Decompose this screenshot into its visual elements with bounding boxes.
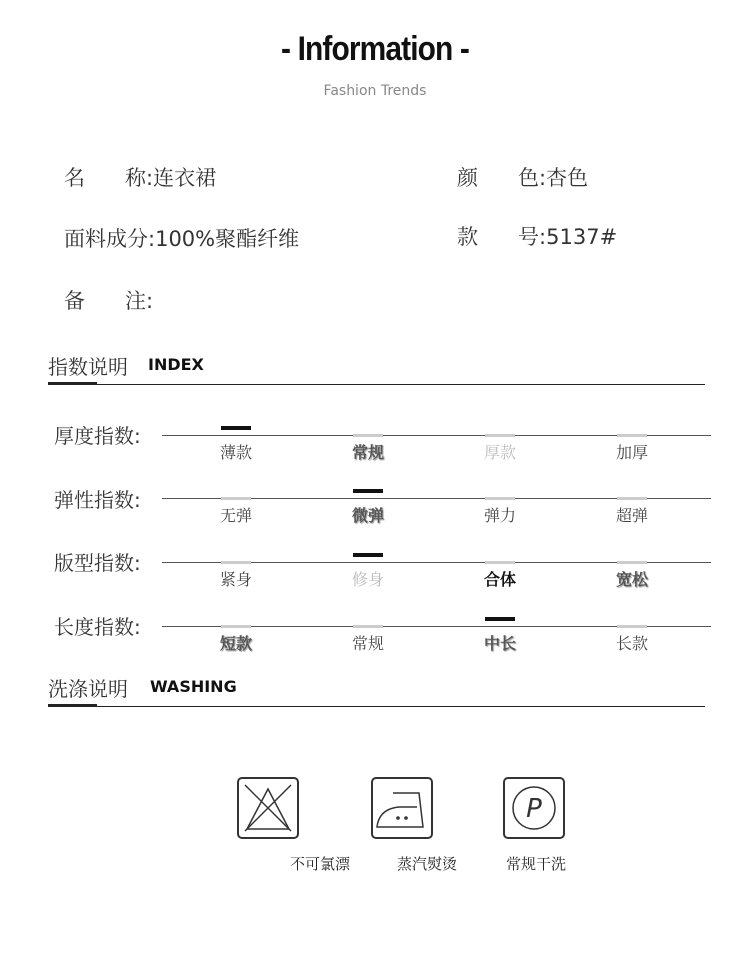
index-tick <box>221 561 251 564</box>
index-option: 加厚 <box>615 443 648 462</box>
index-option: 微弹 <box>351 506 384 525</box>
index-selected-marker <box>353 489 383 493</box>
info-fabric-key: 面料成分: <box>64 227 156 251</box>
washing-title-en: WASHING <box>150 677 237 696</box>
info-fabric <box>64 223 299 253</box>
index-option: 常规 <box>351 443 384 462</box>
index-row-label: 版型指数: <box>54 551 141 575</box>
index-option: 紧身 <box>219 570 252 589</box>
index-option: 超弹 <box>615 506 648 525</box>
info-style-value: 5137# <box>546 225 618 249</box>
index-tick <box>221 625 251 628</box>
index-selected-marker <box>485 617 515 621</box>
no-bleach-icon <box>237 777 299 839</box>
index-tick <box>617 561 647 564</box>
info-name <box>64 162 216 192</box>
index-tick <box>353 434 383 437</box>
index-option: 中长 <box>483 634 516 653</box>
index-row-label: 长度指数: <box>54 615 141 639</box>
info-remark <box>64 285 153 315</box>
index-option: 无弹 <box>219 506 252 525</box>
page-subtitle: Fashion Trends <box>323 83 427 99</box>
info-fabric-value: 100%聚酯纤维 <box>155 227 300 251</box>
index-tick <box>485 561 515 564</box>
index-tick <box>485 434 515 437</box>
info-name-value: 连衣裙 <box>153 166 217 190</box>
info-name-key: 名 称: <box>64 166 154 190</box>
index-tick <box>221 497 251 500</box>
page-title: - Information - <box>281 30 469 68</box>
index-option: 常规 <box>351 634 384 653</box>
index-title-cn: 指数说明 <box>48 355 128 379</box>
steam-iron-icon <box>371 777 433 839</box>
index-option: 弹力 <box>483 506 516 525</box>
index-option: 合体 <box>483 570 516 589</box>
index-option: 厚款 <box>483 443 516 462</box>
index-option: 宽松 <box>615 570 648 589</box>
index-tick <box>617 625 647 628</box>
index-tick <box>617 497 647 500</box>
index-selected-marker <box>221 426 251 430</box>
index-divider <box>48 384 705 385</box>
index-row-label: 厚度指数: <box>54 424 141 448</box>
info-remark-key: 备 注: <box>64 289 154 313</box>
index-option: 长款 <box>615 634 648 653</box>
index-title-en: INDEX <box>148 355 204 374</box>
dry-clean-p-icon <box>503 777 565 839</box>
index-option: 修身 <box>351 570 384 589</box>
info-style <box>457 221 617 251</box>
index-tick <box>353 625 383 628</box>
wash-label-steam-iron: 蒸汽熨烫 <box>396 855 457 873</box>
washing-divider <box>48 706 705 707</box>
index-selected-marker <box>353 553 383 557</box>
index-tick <box>485 497 515 500</box>
info-color-value: 杏色 <box>546 166 589 190</box>
index-option: 薄款 <box>219 443 252 462</box>
dry-clean-letter: P <box>526 794 542 824</box>
wash-label-dry-clean: 常规干洗 <box>505 855 566 873</box>
index-row-label: 弹性指数: <box>54 488 141 512</box>
info-color-key: 颜 色: <box>457 166 547 190</box>
index-option: 短款 <box>219 634 252 653</box>
info-style-key: 款 号: <box>457 225 547 249</box>
index-tick <box>617 434 647 437</box>
washing-title-cn: 洗涤说明 <box>48 677 128 701</box>
info-color <box>457 162 588 192</box>
wash-label-no-bleach: 不可氯漂 <box>289 855 350 873</box>
